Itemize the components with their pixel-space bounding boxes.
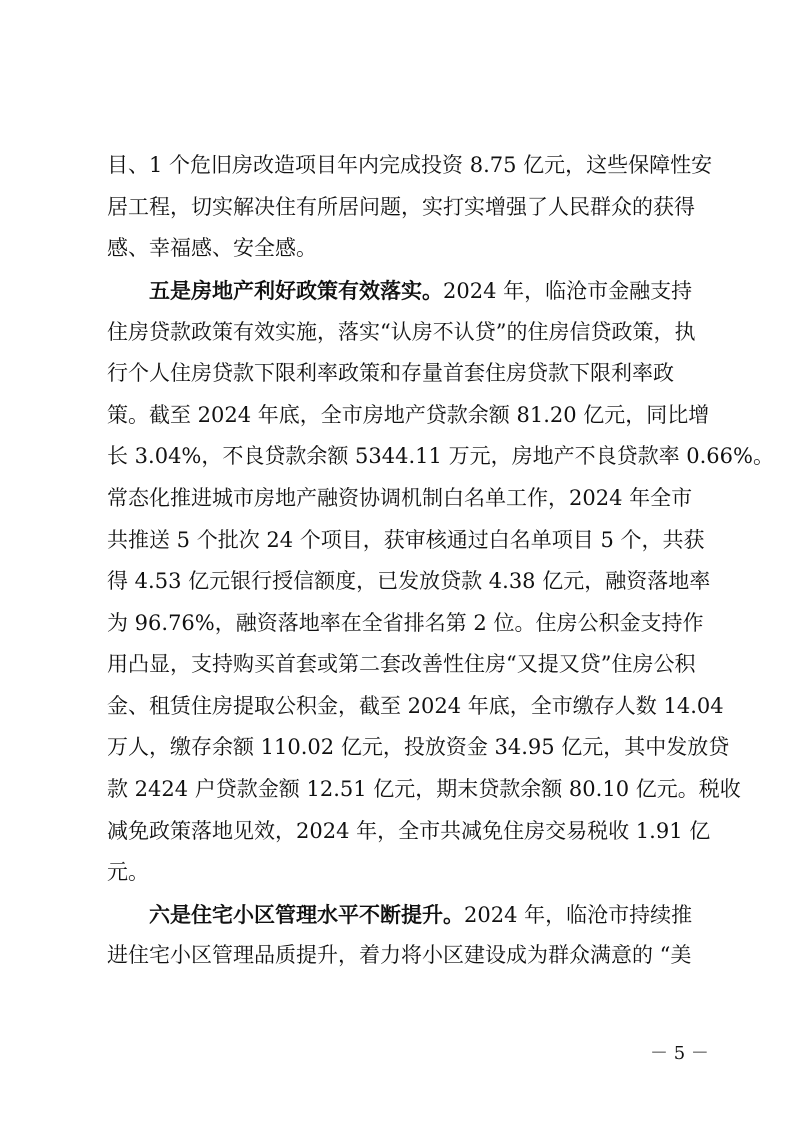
text-line: 感、幸福感、安全感。 <box>107 236 317 260</box>
text-line: 共推送 5 个批次 24 个项目，获审核通过白名单项目 5 个，共获 <box>107 528 705 552</box>
paragraph-first-line <box>149 270 692 311</box>
text-line: 款 2424 户贷款金额 12.51 亿元，期末贷款余额 80.10 亿元。税收 <box>107 777 741 801</box>
text-line: 居工程，切实解决住有所居问题，实打实增强了人民群众的获得 <box>107 195 695 219</box>
text-span: 2024 年，临沧市持续推 <box>464 903 693 927</box>
text-line: 为 96.76%，融资落地率在全省排名第 2 位。住房公积金支持作 <box>107 611 704 635</box>
text-line: 减免政策落地见效，2024 年，全市共减免住房交易税收 1.91 亿 <box>107 819 711 843</box>
paragraph-first-line <box>149 894 692 935</box>
text-line: 长 3.04%，不良贷款余额 5344.11 万元，房地产不良贷款率 0.66%。 <box>107 444 774 468</box>
text-span: 2024 年，临沧市金融支持 <box>443 279 693 303</box>
text-line: 策。截至 2024 年底，全市房地产贷款余额 81.20 亿元，同比增 <box>107 403 710 427</box>
text-line: 目、1 个危旧房改造项目年内完成投资 8.75 亿元，这些保障性安 <box>107 153 713 177</box>
text-line: 万人，缴存余额 110.02 亿元，投放资金 34.95 亿元，其中发放贷 <box>107 735 730 759</box>
text-line: 用凸显，支持购买首套或第二套改善性住房“又提又贷”住房公积 <box>107 652 696 676</box>
page-number: － 5 － <box>650 1043 709 1064</box>
text-line: 金、租赁住房提取公积金，截至 2024 年底，全市缴存人数 14.04 <box>107 694 724 718</box>
paragraph-heading: 六是住宅小区管理水平不断提升。 <box>149 902 464 927</box>
text-line: 得 4.53 亿元银行授信额度，已发放贷款 4.38 亿元，融资落地率 <box>107 569 711 593</box>
text-line: 常态化推进城市房地产融资协调机制白名单工作，2024 年全市 <box>107 486 693 510</box>
text-line: 行个人住房贷款下限利率政策和存量首套住房贷款下限利率政 <box>107 361 674 385</box>
text-line: 进住宅小区管理品质提升，着力将小区建设成为群众满意的 “美 <box>107 943 692 967</box>
text-line: 元。 <box>107 860 149 884</box>
text-line: 住房贷款政策有效实施，落实“认房不认贷”的住房信贷政策，执 <box>107 320 696 344</box>
paragraph-heading: 五是房地产利好政策有效落实。 <box>149 278 443 303</box>
